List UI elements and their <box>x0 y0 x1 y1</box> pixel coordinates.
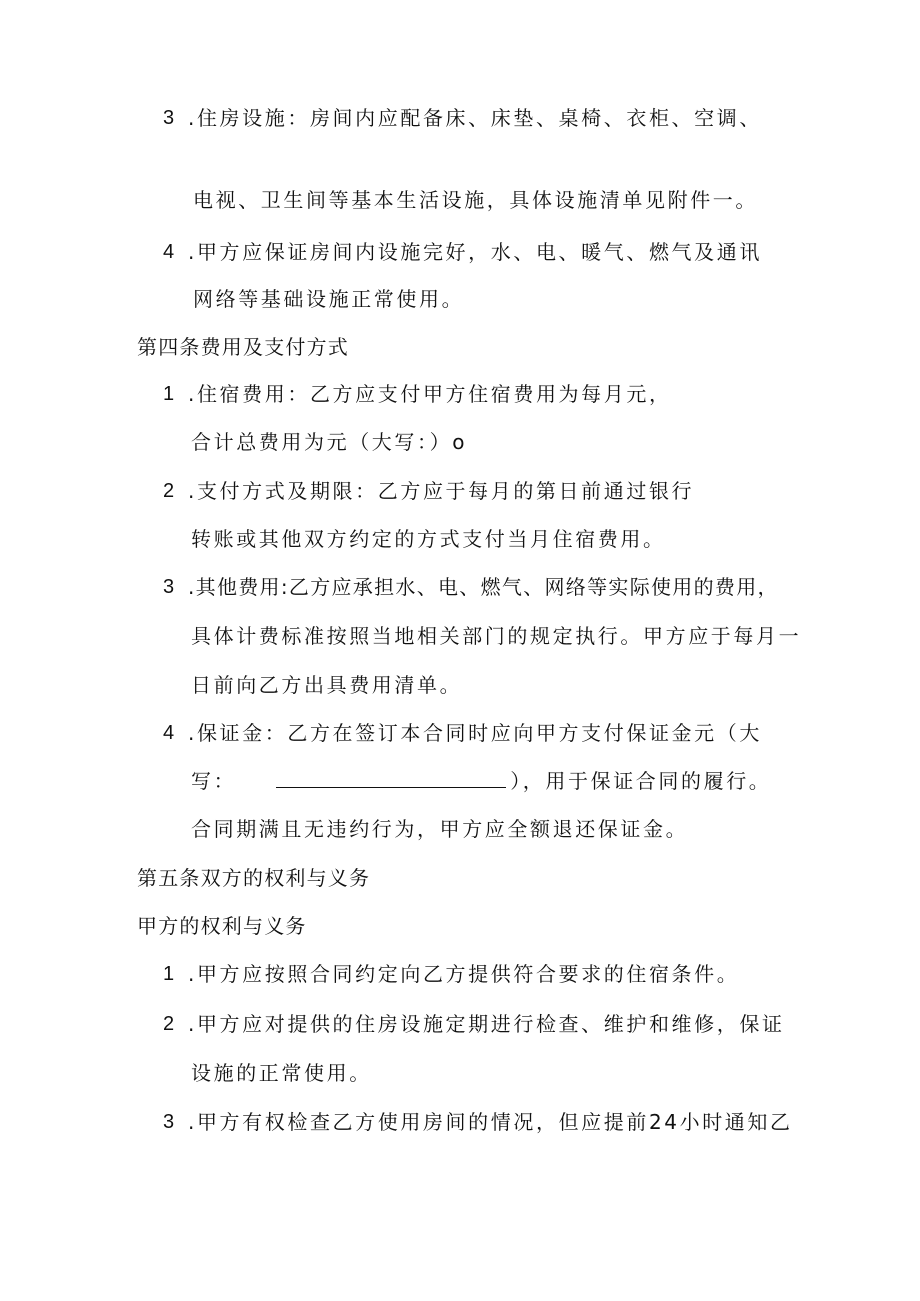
clause-text: .保证金：乙方在签订本合同时应向甲方支付保证金元（大 <box>188 721 762 745</box>
clause-text: 合同期满且无违约行为，甲方应全额退还保证金。 <box>191 817 689 841</box>
article-heading: 第五条双方的权利与义务 <box>137 866 371 890</box>
clause-text: .甲方应保证房间内设施完好，水、电、暖气、燃气及通讯 <box>188 240 762 264</box>
item-number: 3 <box>163 1111 175 1133</box>
item-number: 3 <box>163 576 175 598</box>
clause-text: 具体计费标准按照当地相关部门的规定执行。甲方应于每月一 <box>191 624 802 648</box>
clause-text: 设施的正常使用。 <box>191 1061 372 1085</box>
clause-text: .甲方有权检查乙方使用房间的情况，但应提前24小时通知乙 <box>188 1110 793 1134</box>
clause-text: .其他费用:乙方应承担水、电、燃气、网络等实际使用的费用， <box>188 575 779 599</box>
clause-text: .住宿费用：乙方应支付甲方住宿费用为每月元， <box>188 382 672 406</box>
clause-text <box>191 769 771 793</box>
clause-text: .支付方式及期限：乙方应于每月的第日前通过银行 <box>188 479 695 503</box>
clause-text: 日前向乙方出具费用清单。 <box>191 673 463 697</box>
clause-text: 网络等基础设施正常使用。 <box>193 287 465 311</box>
clause-text: .甲方应按照合同约定向乙方提供符合要求的住宿条件。 <box>188 962 740 986</box>
clause-text: 合计总费用为元（大写：）o <box>191 430 468 454</box>
item-number: 1 <box>163 963 175 985</box>
clause-text: .住房设施：房间内应配备床、床垫、桌椅、衣柜、空调、 <box>188 106 762 130</box>
clause-text: 转账或其他双方约定的方式支付当月住宿费用。 <box>191 527 666 551</box>
fill-in-blank <box>276 769 506 788</box>
sub-heading: 甲方的权利与义务 <box>137 914 307 938</box>
clause-text: 电视、卫生间等基本生活设施，具体设施清单见附件一。 <box>193 188 758 212</box>
item-number: 4 <box>163 722 175 744</box>
item-number: 2 <box>163 480 175 502</box>
item-number: 1 <box>163 383 175 405</box>
item-number: 2 <box>163 1013 175 1035</box>
article-heading: 第四条费用及支付方式 <box>137 335 349 359</box>
clause-text-suffix: ），用于保证合同的履行。 <box>510 769 772 793</box>
item-number: 4 <box>163 241 175 263</box>
clause-text: .甲方应对提供的住房设施定期进行检查、维护和维修，保证 <box>188 1012 785 1036</box>
item-number: 3 <box>163 107 175 129</box>
clause-text-prefix: 写： <box>191 769 237 793</box>
